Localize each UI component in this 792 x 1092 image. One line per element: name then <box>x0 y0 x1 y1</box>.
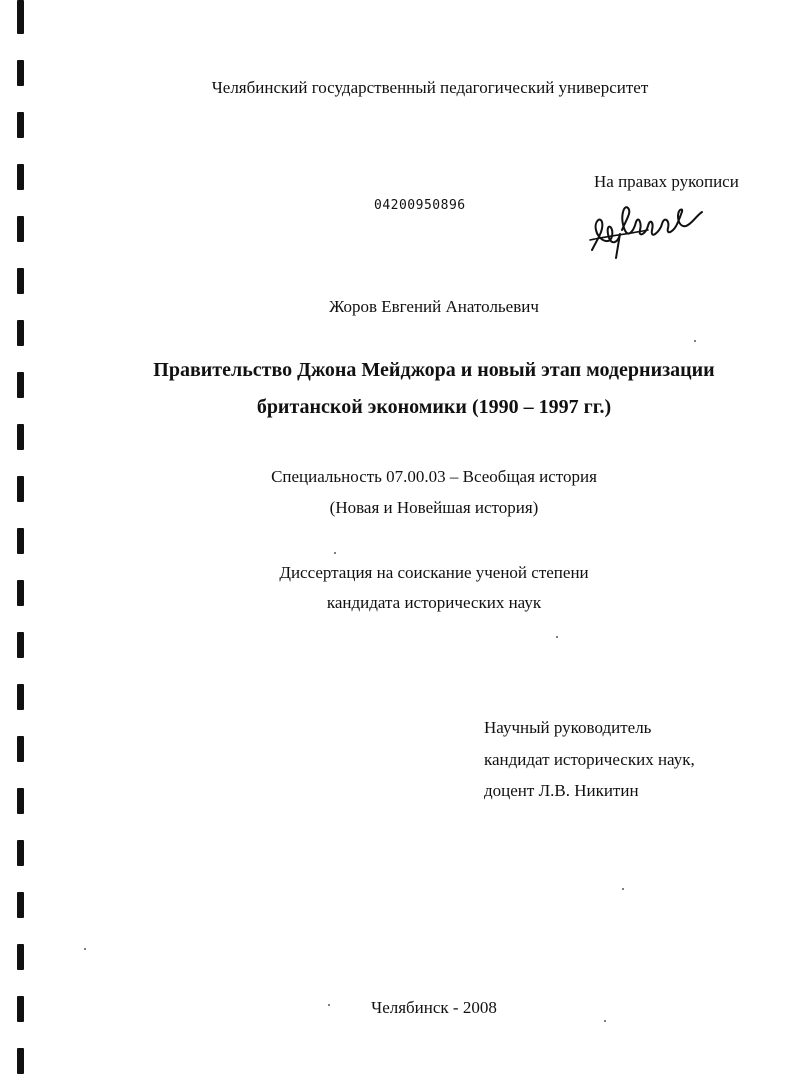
supervisor-degree: кандидат исторических наук, <box>484 750 695 769</box>
author-signature <box>588 200 708 262</box>
specialty-line-1: Специальность 07.00.03 – Всеобщая история <box>271 467 597 486</box>
thesis-title-line-1: Правительство Джона Мейджора и новый этап модернизации <box>153 359 715 381</box>
scan-speck <box>84 948 86 950</box>
manuscript-note: На правах рукописи <box>594 172 739 191</box>
scan-speck <box>328 1004 330 1006</box>
scan-speck <box>694 340 696 342</box>
university-name: Челябинский государственный педагогический университет <box>211 78 649 97</box>
degree-line-1: Диссертация на соискание ученой степени <box>279 563 589 582</box>
degree-line-2: кандидата исторических наук <box>326 593 542 612</box>
binding-marks <box>0 0 40 1092</box>
scan-speck <box>622 888 624 890</box>
supervisor-label: Научный руководитель <box>484 718 652 737</box>
city-year: Челябинск - 2008 <box>371 998 497 1017</box>
supervisor-name: доцент Л.В. Никитин <box>484 781 639 800</box>
thesis-title-line-2: британской экономики (1990 – 1997 гг.) <box>256 396 612 418</box>
registration-number: 04200950896 <box>374 198 466 213</box>
author-name: Жоров Евгений Анатольевич <box>329 297 539 316</box>
scan-speck <box>556 636 558 638</box>
scan-speck <box>334 552 336 554</box>
scan-speck <box>604 1020 606 1022</box>
specialty-line-2: (Новая и Новейшая история) <box>329 498 539 517</box>
